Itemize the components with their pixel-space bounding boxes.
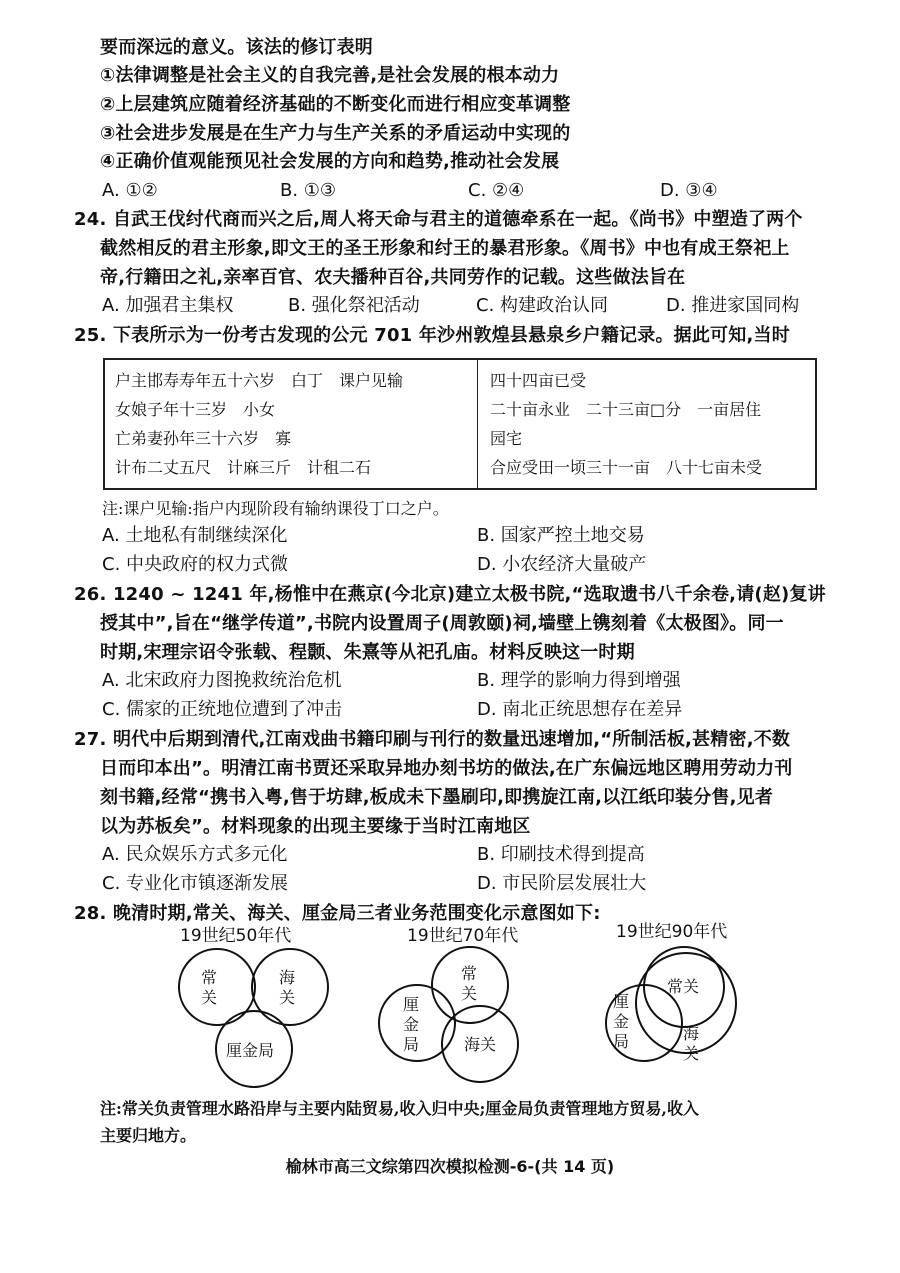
q26-option-b: B. 理学的影响力得到增强 [477,670,681,691]
q23-item-3: ③社会进步发展是在生产力与生产关系的矛盾运动中实现的 [100,123,571,144]
q25-note: 注:课户见输:指户内现阶段有输纳课役丁口之户。 [102,499,449,518]
q24-option-b: B. 强化祭祀活动 [288,295,420,316]
d2-lijin-text: 厘金局 [403,995,420,1054]
scope-diagrams [0,940,900,1090]
q24-option-c: C. 构建政治认同 [476,295,609,316]
q25-option-c: C. 中央政府的权力式微 [102,554,289,575]
q23-stem-tail: 要而深远的意义。该法的修订表明 [100,37,373,58]
q27-option-b: B. 印刷技术得到提高 [477,844,645,865]
record-right-row: 四十四亩已受 [490,371,587,390]
d3-haiguan-text: 海关 [683,1024,700,1063]
q27-option-a: A. 民众娱乐方式多元化 [102,844,288,865]
q27-line-2: 日而印本出”。明清江南书贾还采取异地办刻书坊的做法,在广东偏远地区聘用劳动力刊 [100,758,793,779]
q23-option-b: B. ①③ [280,180,337,201]
household-record-table [103,358,817,490]
record-right-row: 园宅 [490,429,523,448]
page-footer: 榆林市高三文综第四次模拟检测-6-(共 14 页) [285,1157,615,1176]
q23-option-d: D. ③④ [660,180,718,201]
q27-option-c: C. 专业化市镇逐渐发展 [102,873,289,894]
q24-option-a: A. 加强君主集权 [102,295,234,316]
q26-option-c: C. 儒家的正统地位遭到了冲击 [102,699,343,720]
q28-note-line-2: 主要归地方。 [100,1126,197,1145]
record-left-row: 计布二丈五尺 计麻三斤 计租二石 [115,458,372,477]
q24-line-1: 24. 自武王伐纣代商而兴之后,周人将天命与君主的道德牵系在一起。《尚书》中塑造了两个 [74,209,803,230]
q23-option-c: C. ②④ [468,180,525,201]
q25-option-b: B. 国家严控土地交易 [477,525,645,546]
q26-option-d: D. 南北正统思想存在差异 [477,699,683,720]
q23-item-2: ②上层建筑应随着经济基础的不断变化而进行相应变革调整 [100,94,571,115]
q28-note-line-1: 注:常关负责管理水路沿岸与主要内陆贸易,收入归中央;厘金局负责管理地方贸易,收入 [100,1099,699,1118]
q24-line-2: 截然相反的君主形象,即文王的圣王形象和纣王的暴君形象。《周书》中也有成王祭祀上 [100,238,790,259]
q25-option-d: D. 小农经济大量破产 [477,554,647,575]
diagram-2-title: 19世纪70年代 [407,926,519,946]
q27-line-1: 27. 明代中后期到清代,江南戏曲书籍印刷与刊行的数量迅速增加,“所制活板,甚精密,不数 [74,729,791,750]
q26-line-2: 授其中”,旨在“继学传道”,书院内设置周子(周敦颐)祠,墙壁上镌刻着《太极图》。同一 [100,613,784,634]
q26-line-3: 时期,宋理宗诏令张载、程颢、朱熹等从祀孔庙。材料反映这一时期 [100,642,635,663]
q24-option-d: D. 推进家国同构 [666,295,800,316]
record-left-cell [104,359,478,489]
d1-lijin-label: 厘金局 [226,1041,275,1060]
d2-changguan-text: 常关 [461,964,478,1003]
d3-haiguan-label [683,1024,701,1064]
d1-changguan-label [201,968,219,1008]
q25-stem: 25. 下表所示为一份考古发现的公元 701 年沙州敦煌县悬泉乡户籍记录。据此可知,当时 [74,325,790,346]
d2-lijin-label [403,995,421,1055]
q24-line-3: 帝,行籍田之礼,亲率百官、农夫播种百谷,共同劳作的记载。这些做法旨在 [100,267,686,288]
q27-option-d: D. 市民阶层发展壮大 [477,873,647,894]
d2-haiguan-label: 海关 [464,1035,497,1054]
d1-haiguan-label [279,968,297,1008]
record-right-row: 合应受田一顷三十一亩 八十七亩未受 [490,458,763,477]
diagram-1-title: 19世纪50年代 [180,926,292,946]
record-right-row: 二十亩永业 二十三亩□分 一亩居住 [490,400,762,419]
q26-line-1: 26. 1240 ~ 1241 年,杨惟中在燕京(今北京)建立太极书院,“选取遗书八千余卷,请(赵)复讲 [74,584,826,605]
q26-option-a: A. 北宋政府力图挽救统治危机 [102,670,342,691]
q25-option-a: A. 土地私有制继续深化 [102,525,288,546]
record-left-row: 亡弟妻孙年三十六岁 寡 [115,429,292,448]
d3-changguan-label: 常关 [667,977,700,996]
d1-changguan-text: 常关 [201,968,218,1007]
q23-option-a: A. ①② [102,180,158,201]
d3-lijin-label [613,992,631,1052]
d1-haiguan-text: 海关 [279,968,296,1007]
record-left-row: 女娘子年十三岁 小女 [115,400,276,419]
d2-changguan-label [461,964,479,1004]
q28-stem: 28. 晚清时期,常关、海关、厘金局三者业务范围变化示意图如下: [74,903,601,924]
q27-line-4: 以为苏板矣”。材料现象的出现主要缘于当时江南地区 [100,816,531,837]
q23-item-4: ④正确价值观能预见社会发展的方向和趋势,推动社会发展 [100,151,560,172]
d3-lijin-text: 厘金局 [613,992,630,1051]
record-right-cell [478,359,817,489]
q27-line-3: 刻书籍,经常“携书入粤,售于坊肆,板成未下墨刷印,即携旋江南,以江纸印装分售,见者 [100,787,774,808]
diagram-3-title: 19世纪90年代 [616,922,728,942]
record-left-row: 户主邯寿寿年五十六岁 白丁 课户见输 [115,371,404,390]
q23-item-1: ①法律调整是社会主义的自我完善,是社会发展的根本动力 [100,65,560,86]
